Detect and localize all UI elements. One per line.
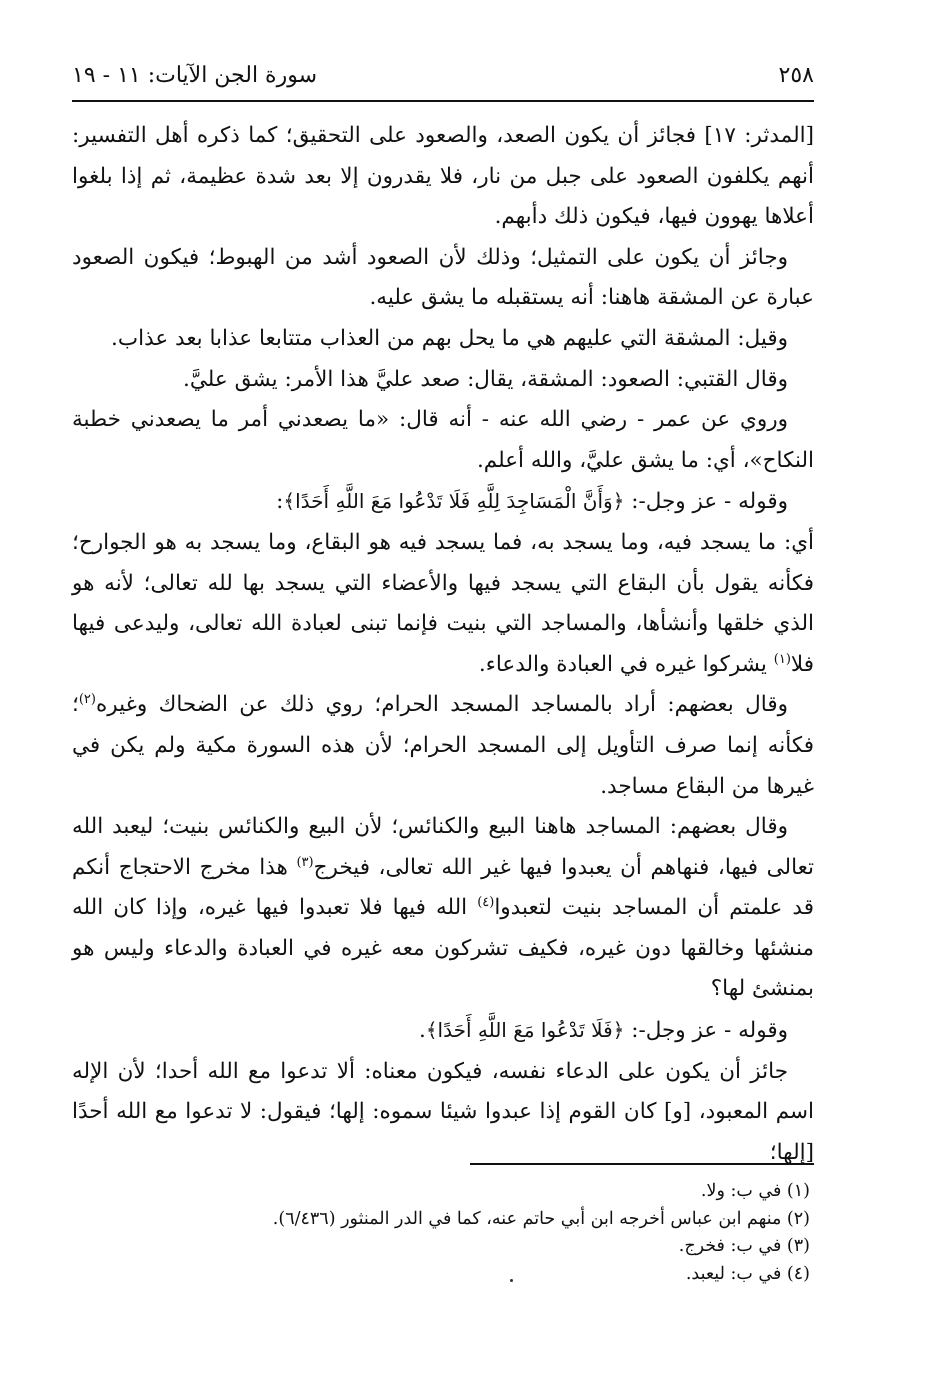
footnote-ref-1[interactable]: (١) (773, 651, 791, 667)
paragraph-tail: . (418, 1018, 426, 1044)
paragraph (72, 807, 814, 1010)
paragraph (72, 685, 814, 807)
paragraph: وقال القتبي: الصعود: المشقة، يقال: صعد عليَّ هذا الأمر: يشق عليَّ. (183, 366, 788, 392)
quran-verse: ﴿فَلَا تَدْعُوا مَعَ اللَّهِ أَحَدًا﴾ (425, 1018, 625, 1043)
paragraph-lead: وقال بعضهم: أراد بالمساجد المسجد الحرام؛ روي ذلك عن الضحاك وغيره (95, 692, 788, 718)
paragraph (72, 523, 814, 685)
footnote-3: (٣) في ب: فخرج. (678, 1236, 810, 1256)
paragraph-middle: هذا مخرج الاحتجاج أنكم قد علمتم أن المساجد بنيت لتعبدوا (72, 854, 814, 921)
header-rule (72, 100, 814, 102)
quran-verse: ﴿وَأَنَّ الْمَسَاجِدَ لِلَّهِ فَلَا تَدْعُوا مَعَ اللَّهِ أَحَدًا﴾ (283, 489, 625, 514)
paragraph-lead: وقوله - عز وجل-: (624, 1018, 788, 1044)
footnotes (72, 1178, 814, 1288)
page-number: ٢٥٨ (778, 63, 814, 88)
paragraph: [المدثر: ١٧] فجائز أن يكون الصعد، والصعود على التحقيق؛ كما ذكره أهل التفسير: أنهم يكلفون الصعود على جبل من نار، فلا يقدرون إلا بعد شدة عظيمة، ثم إذا بلغوا أعلاها يهوون فيها، فيكون ذلك دأبهم. (72, 123, 814, 230)
paragraph-tail: الله فيها فلا تعبدوا فيها غيره، وإذا كان الله منشئها وخالقها دون غيره، فكيف تشركون معه غيره في العبادة والدعاء وليس هو بمنشئ لها؟ (72, 895, 814, 1002)
paragraph-tail: ؛ فكأنه إنما صرف التأويل إلى المسجد الحرام؛ لأن هذه السورة مكية ولم يكن في غيرها من البقاع مساجد. (72, 692, 814, 799)
footnote-4: (٤) في ب: ليعبد. (685, 1263, 810, 1284)
footnote-ref-3[interactable]: (٣) (296, 854, 314, 870)
footnote-separator (470, 1163, 814, 1165)
paragraph-quran-verse (72, 1010, 814, 1052)
paragraph-lead: أي: ما يسجد فيه، وما يسجد به، فما يسجد فيه هو البقاع، وما يسجد به هو الجوارح؛ فكأنه يقول بأن البقاع التي يسجد فيها والأعضاء التي يسجد بها لله تعالى؛ لأنه هو الذي خلقها وأنشأها، والمساجد التي بنيت فإنما تبنى لعبادة الله تعالى، وليدعى فيها فلا (72, 529, 814, 677)
paragraph-lead: وقوله - عز وجل-: (624, 489, 788, 515)
paragraph-quran-verse (72, 481, 814, 523)
paragraph: وروي عن عمر - رضي الله عنه - أنه قال: «ما يصعدني أمر ما يصعدني خطبة النكاح»، أي: ما يشق عليَّ، والله أعلم. (72, 407, 814, 473)
footnote-ref-4[interactable]: (٤) (477, 895, 495, 911)
paragraph: وقيل: المشقة التي عليهم هي ما يحل بهم من العذاب متتابعا عذابا بعد عذاب. (111, 325, 788, 351)
paragraph-lead: وقال بعضهم: المساجد هاهنا البيع والكنائس؛ لأن البيع والكنائس بنيت؛ ليعبد الله تعالى فيها، فنهاهم أن يعبدوا فيها غير الله تعالى، فيخرج (72, 814, 815, 880)
paragraph-tail: : (276, 489, 284, 515)
page-header (72, 54, 814, 88)
footnote-ref-2[interactable]: (٢) (78, 692, 96, 708)
scan-speck (510, 1279, 513, 1282)
paragraph: وجائز أن يكون على التمثيل؛ وذلك لأن الصعود أشد من الهبوط؛ فيكون الصعود عبارة عن المشقة هاهنا: أنه يستقبله ما يشق عليه. (72, 244, 814, 311)
paragraph: جائز أن يكون على الدعاء نفسه، فيكون معناه: ألا تدعوا مع الله أحدا؛ لأن الإله اسم المعبود، [و] كان القوم إذا عبدوا شيئا سموه: إلها؛ فيقول: لا تدعوا مع الله أحدًا [إلها؛ (72, 1058, 814, 1165)
footnote-1: (١) في ب: ولا. (700, 1181, 810, 1201)
main-text (72, 116, 814, 1173)
running-title: سورة الجن الآيات: ١١ - ١٩ (72, 63, 318, 88)
paragraph-tail: يشركوا غيره في العبادة والدعاء. (478, 651, 774, 677)
footnote-2: (٢) منهم ابن عباس أخرجه ابن أبي حاتم عنه، كما في الدر المنثور (٦/٤٣٦). (272, 1208, 810, 1229)
